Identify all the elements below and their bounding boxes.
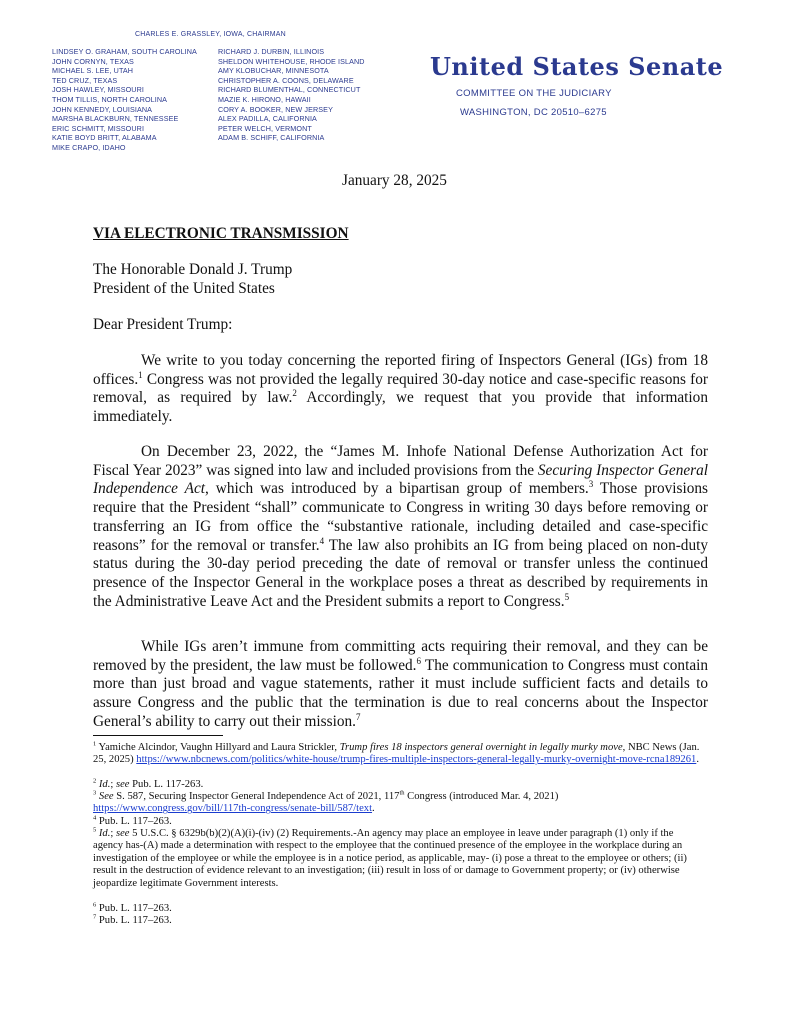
member-name: SHELDON WHITEHOUSE, RHODE ISLAND: [218, 56, 365, 66]
member-name: MIKE CRAPO, IDAHO: [52, 142, 126, 152]
chairman-line: CHARLES E. GRASSLEY, IOWA, CHAIRMAN: [135, 31, 286, 38]
recipient-block: [93, 261, 292, 298]
congress-gov-link[interactable]: https://www.congress.gov/bill/117th-congress/senate-bill/587/text: [93, 803, 373, 815]
footnote-ref[interactable]: 5: [564, 591, 570, 602]
footnote-ref[interactable]: 7: [355, 711, 361, 722]
footnote-6: $^6$ Pub. L. 117–263.: [93, 901, 172, 914]
member-name: ADAM B. SCHIFF, CALIFORNIA: [218, 133, 325, 143]
member-name: JOHN KENNEDY, LOUISIANA: [52, 104, 153, 114]
footnote-1: $^1$ Yamiche Alcindor, Vaughn Hillyard and Laura Strickler, Trump fires 18 inspectors general overnight in legally murky move, NBC News (Jan. 25, 2025) https://www.nbcnews.com/politics/white-house/trump-fires-multiple-inspectors-general-legally-murky-overnight-move-rcna189261.: [93, 740, 700, 766]
footnote-5: $^5$ Id.; see 5 U.S.C. § 6329b(b)(2)(A)(i)-(iv) (2) Requirements.-An agency may place an employee in leave under paragraph (1) only if the agency has-(A) made a determination with respect to the employee that the continued presence of the employee in the workplace during an investigation of the employee or while the employee is in a notice period, as applicable, may- (i) pose a threat to the employee or others; (ii) result in the destruction of evidence relevant to an investigation; (iii) result in loss of or damage to Government property; or (iv) otherwise jeopardize legitimate Government interests.: [93, 826, 687, 889]
member-name: MAZIE K. HIRONO, HAWAII: [218, 94, 311, 104]
footnote-7: $^7$ Pub. L. 117–263.: [93, 913, 172, 926]
footnote-divider: [93, 735, 223, 736]
senate-title: United States Senate: [430, 52, 724, 81]
salutation: Dear President Trump:: [93, 316, 233, 333]
footnote-ref[interactable]: 4: [319, 535, 325, 546]
footnote-4: $^4$ Pub. L. 117–263.: [93, 814, 172, 827]
paragraph-1: We write to you today concerning the reported firing of Inspectors General (IGs) from 18 offices.$^1$ Congress was not provided the legally required 30-day notice and case-specific reasons for removal, as required by law.$^2$ Accordingly, we request that you provide that information immediately.: [93, 352, 708, 426]
member-name: CHRISTOPHER A. COONS, DELAWARE: [218, 75, 354, 85]
letter-date: January 28, 2025: [342, 172, 447, 189]
footnote-ref[interactable]: 1: [138, 369, 143, 380]
footnote-ref[interactable]: 2: [292, 388, 297, 399]
transmission-method: VIA ELECTRONIC TRANSMISSION: [93, 225, 349, 242]
paragraph-2: On December 23, 2022, the “James M. Inhofe National Defense Authorization Act for Fiscal Year 2023” was signed into law and included provisions from the Securing Inspector General Independence Act, which was introduced by a bipartisan group of members.$^3$ Those provisions require that the President “shall” communicate to Congress in writing 30 days before removing or transferring an IG from office the “substantive rationale, including detailed and case-specific reasons” for the removal or transfer.$^4$ The law also prohibits an IG from being placed on non-duty status during the 30-day period preceding the date of removal or transfer unless the continued presence of the Inspector General in the workplace poses a threat as described by requirements in the Administrative Leave Act and the President submits a report to Congress.$^5$: [93, 443, 709, 610]
member-name: AMY KLOBUCHAR, MINNESOTA: [218, 66, 329, 76]
member-name: TED CRUZ, TEXAS: [52, 75, 118, 85]
member-name: LINDSEY O. GRAHAM, SOUTH CAROLINA: [52, 47, 197, 56]
footnote-ref[interactable]: 6: [416, 655, 422, 666]
member-name: PETER WELCH, VERMONT: [218, 123, 312, 133]
member-name: MARSHA BLACKBURN, TENNESSEE: [52, 114, 179, 124]
member-name: MICHAEL S. LEE, UTAH: [52, 66, 134, 76]
footnote-ref[interactable]: 3: [588, 479, 594, 490]
paragraph-3: While IGs aren’t immune from committing acts requiring their removal, and they can be removed by the president, the law must be followed.$^6$ The communication to Congress must contain more than just broad and vague statements, rather it must include sufficient facts and details to assure Congress and the public that the termination is due to real concerns about the Inspector General’s ability to carry out their mission.$^7$: [93, 638, 709, 730]
recipient-name: The Honorable Donald J. Trump: [93, 261, 293, 278]
member-name: THOM TILLIS, NORTH CAROLINA: [52, 94, 168, 104]
footnote-3: $^3$ See S. 587, Securing Inspector General Independence Act of 2021, 117th Congress (introduced Mar. 4, 2021) https://www.congress.gov/bill/117th-congress/senate-bill/587/text.: [93, 789, 559, 815]
majority-members-list: [52, 47, 197, 153]
committee-address: WASHINGTON, DC 20510–6275: [460, 107, 607, 118]
nbc-news-link[interactable]: https://www.nbcnews.com/politics/white-house/trump-fires-multiple-inspectors-general-legally-murky-overnight-move-rcna189261: [136, 754, 697, 766]
member-name: ERIC SCHMITT, MISSOURI: [52, 123, 145, 133]
member-name: ALEX PADILLA, CALIFORNIA: [218, 114, 317, 124]
member-name: JOHN CORNYN, TEXAS: [52, 56, 134, 66]
member-name: CORY A. BOOKER, NEW JERSEY: [218, 104, 333, 114]
footnote-2: $^2$ Id.; see Pub. L. 117-263.: [93, 777, 204, 790]
committee-name: COMMITTEE ON THE JUDICIARY: [456, 88, 612, 99]
member-name: RICHARD BLUMENTHAL, CONNECTICUT: [218, 85, 361, 95]
recipient-title: President of the United States: [93, 279, 275, 297]
member-name: JOSH HAWLEY, MISSOURI: [52, 85, 144, 95]
minority-members-list: [218, 47, 365, 143]
member-name: RICHARD J. DURBIN, ILLINOIS: [218, 47, 325, 56]
member-name: KATIE BOYD BRITT, ALABAMA: [52, 133, 157, 143]
